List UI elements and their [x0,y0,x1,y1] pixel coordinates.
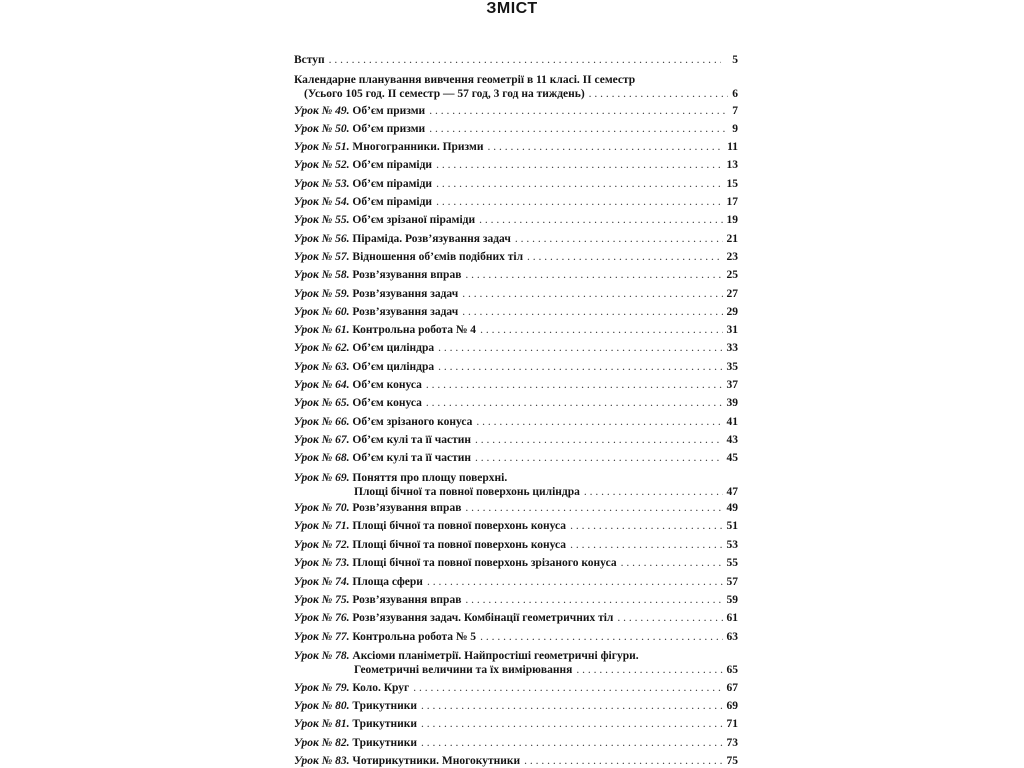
toc-entry[interactable] [294,717,738,731]
dot-leader [438,360,722,374]
dot-leader [413,681,722,695]
lesson-number: Урок № 78. [294,650,353,662]
toc-entry-line [294,593,738,607]
page-number: 27 [726,288,738,300]
toc-entry-title: (Усього 105 год. ІІ семестр — 57 год, 3 год на тиждень) [304,88,585,100]
toc-entry[interactable] [294,287,738,301]
toc-entry-title: Відношення об’ємів подібних тіл [352,251,524,263]
lesson-number: Урок № 50. [294,123,353,135]
toc-entry-line [294,736,738,750]
toc-entry-title: Площі бічної та повної поверхонь конуса [352,520,567,532]
toc-entry[interactable] [294,575,738,589]
dot-leader [436,158,722,172]
toc-entry-line [294,538,738,552]
toc-entry[interactable] [294,556,738,570]
toc-entry-title: Об’єм зрізаного конуса [352,416,473,428]
toc-entry[interactable] [294,501,738,515]
toc-entry-line [294,378,738,392]
page-number: 63 [726,631,738,643]
dot-leader [421,717,722,731]
lesson-number: Урок № 68. [294,452,353,464]
toc-entry[interactable] [294,519,738,533]
toc-entry-line [294,195,738,209]
toc-entry[interactable] [294,341,738,355]
dot-leader [426,396,723,410]
lesson-number: Урок № 77. [294,631,353,643]
toc-entry[interactable] [294,73,738,101]
dot-leader [429,122,724,136]
lesson-number: Урок № 60. [294,306,353,318]
lesson-number: Урок № 73. [294,557,353,569]
toc-entry[interactable] [294,122,738,136]
page-number: 6 [732,88,738,100]
toc-entry-title: Коло. Круг [352,682,410,694]
lesson-number: Урок № 64. [294,379,353,391]
toc-entry-title: Об’єм конуса [352,397,422,409]
lesson-number: Урок № 63. [294,361,353,373]
lesson-number: Урок № 76. [294,612,353,624]
page-number: 43 [726,434,738,446]
lesson-number: Урок № 55. [294,214,353,226]
page-number: 71 [726,718,738,730]
lesson-number: Урок № 58. [294,269,353,281]
toc-entry-title: Розв’язування задач [352,306,459,318]
toc-entry-title: Піраміда. Розв’язування задач [352,233,511,245]
page-number: 45 [726,452,738,464]
toc-entry-title: Площа сфери [352,576,423,588]
page-number: 39 [726,397,738,409]
dot-leader [480,630,722,644]
toc-entry-title: Об’єм призми [352,123,426,135]
toc-entry-title: Чотирикутники. Многокутники [352,755,521,767]
page-number: 57 [726,576,738,588]
dot-leader [621,556,723,570]
page-number: 11 [727,141,738,153]
lesson-number: Урок № 70. [294,502,353,514]
page-number: 21 [726,233,738,245]
table-of-contents [294,0,738,768]
toc-entry[interactable] [294,323,738,337]
lesson-number: Урок № 71. [294,520,353,532]
toc-entry-line [294,485,738,499]
page-number: 25 [726,269,738,281]
page-number: 41 [726,416,738,428]
dot-leader [570,538,722,552]
dot-leader [570,519,722,533]
page-number: 53 [726,539,738,551]
toc-entry-title: Розв’язування вправ [352,269,462,281]
toc-entry-line [294,681,738,695]
dot-leader [487,140,723,154]
dot-leader [438,341,722,355]
toc-entry-line [294,287,738,301]
page-number: 61 [726,612,738,624]
lesson-number: Урок № 56. [294,233,353,245]
toc-entry-title: Трикутники [352,737,418,749]
toc-entry-title: Об’єм піраміди [352,196,433,208]
page-title: ЗМІСТ [486,0,538,17]
page-number: 69 [726,700,738,712]
page-number: 65 [726,664,738,676]
toc-entry-line [294,415,738,429]
page-number: 5 [732,54,738,66]
toc-entry-line [294,663,738,677]
dot-leader [527,250,722,264]
toc-entry-title: Об’єм зрізаної піраміди [352,214,476,226]
lesson-number: Урок № 62. [294,342,353,354]
dot-leader [436,195,722,209]
lesson-number: Урок № 57. [294,251,353,263]
lesson-number: Урок № 53. [294,178,353,190]
page-number: 75 [726,755,738,767]
toc-entry-line [294,717,738,731]
page-number: 67 [726,682,738,694]
toc-entry-title: Поняття про площу поверхні. [352,472,508,484]
toc-entry-title: Трикутники [352,700,418,712]
dot-leader [589,87,729,101]
toc-entry-line [294,177,738,191]
lesson-number: Урок № 83. [294,755,353,767]
dot-leader [479,213,722,227]
toc-entry-title: Об’єм конуса [352,379,422,391]
toc-entry-line [294,213,738,227]
toc-entry[interactable] [294,754,738,768]
toc-entry[interactable] [294,213,738,227]
dot-leader [426,378,723,392]
page-number: 51 [726,520,738,532]
dot-leader [462,287,722,301]
toc-entry-title: Вступ [294,54,325,66]
toc-entry-line [294,360,738,374]
toc-entry-title: Контрольна робота № 4 [352,324,477,336]
toc-entry[interactable] [294,538,738,552]
toc-entry-line [294,268,738,282]
lesson-number: Урок № 75. [294,594,353,606]
lesson-number: Урок № 65. [294,397,353,409]
dot-leader [427,575,723,589]
page-number: 59 [726,594,738,606]
toc-entry[interactable] [294,250,738,264]
toc-entry-line [294,556,738,570]
toc-entry[interactable] [294,415,738,429]
toc-entry-line [294,104,738,118]
toc-entry[interactable] [294,736,738,750]
toc-entry-title: Площі бічної та повної поверхонь зрізаного конуса [352,557,617,569]
page-number: 13 [726,159,738,171]
toc-entry-title: Об’єм кулі та її частин [352,434,471,446]
toc-entry-line [294,501,738,515]
lesson-number: Урок № 54. [294,196,353,208]
page-number: 47 [726,486,738,498]
lesson-number: Урок № 74. [294,576,353,588]
toc-entry-title: Геометричні величини та їх вимірювання [354,664,573,676]
page-number: 73 [726,737,738,749]
toc-entry-line [294,649,738,663]
toc-entry-title: Розв’язування задач. Комбінації геометричних тіл [352,612,614,624]
dot-leader [429,104,724,118]
toc-entry-title: Многогранники. Призми [352,141,484,153]
toc-entry-title: Об’єм піраміди [352,178,433,190]
toc-entry-title: Об’єм піраміди [352,159,433,171]
dot-leader [476,415,722,429]
page-number: 19 [726,214,738,226]
toc-entry[interactable] [294,158,738,172]
dot-leader [475,433,723,447]
page-number: 15 [726,178,738,190]
lesson-number: Урок № 61. [294,324,353,336]
toc-entry-title: Розв’язування вправ [352,502,462,514]
lesson-number: Урок № 69. [294,472,353,484]
dot-leader [576,663,722,677]
page-number: 35 [726,361,738,373]
page-number: 17 [726,196,738,208]
dot-leader [329,53,722,67]
toc-entry-line [294,575,738,589]
lesson-number: Урок № 72. [294,539,353,551]
page-number: 49 [726,502,738,514]
toc-entry[interactable] [294,268,738,282]
page-number: 9 [732,123,738,135]
toc-entry[interactable] [294,649,738,677]
dot-leader [465,501,722,515]
toc-entry-line [294,53,738,67]
dot-leader [584,485,723,499]
toc-entry-line [294,396,738,410]
toc-entry-line [294,754,738,768]
toc-entry-line [294,630,738,644]
toc-entry[interactable] [294,177,738,191]
toc-entry-title: Об’єм циліндра [352,361,435,373]
toc-entry[interactable] [294,305,738,319]
toc-entry-line [294,87,738,101]
toc-entry[interactable] [294,471,738,499]
dot-leader [524,754,722,768]
toc-entry[interactable] [294,396,738,410]
toc-entry-line [294,323,738,337]
page-number: 7 [732,105,738,117]
dot-leader [515,232,723,246]
toc-entry-line [294,451,738,465]
page-number: 33 [726,342,738,354]
toc-entry-title: Об’єм кулі та її частин [352,452,471,464]
toc-entry[interactable] [294,451,738,465]
lesson-number: Урок № 80. [294,700,353,712]
toc-entry[interactable] [294,681,738,695]
toc-entry-title: Площі бічної та повної поверхонь циліндра [354,486,580,498]
toc-entry[interactable] [294,53,738,67]
toc-entry[interactable] [294,699,738,713]
toc-entry[interactable] [294,611,738,625]
toc-entry[interactable] [294,195,738,209]
toc-entry-title: Трикутники [352,718,418,730]
toc-entry[interactable] [294,593,738,607]
page-number: 55 [726,557,738,569]
toc-entry-line [294,699,738,713]
dot-leader [465,268,722,282]
toc-entry-line [294,519,738,533]
page-number: 23 [726,251,738,263]
toc-entry-title: Об’єм циліндра [352,342,435,354]
toc-entry-line [294,433,738,447]
toc-entry-title: Об’єм призми [352,105,426,117]
toc-entry-title: Календарне планування вивчення геометрії в 11 класі. ІІ семестр [294,74,636,86]
toc-entry[interactable] [294,232,738,246]
lesson-number: Урок № 51. [294,141,353,153]
toc-entry-line [294,158,738,172]
dot-leader [475,451,723,465]
toc-entry[interactable] [294,104,738,118]
toc-entry-line [294,471,738,485]
toc-entry[interactable] [294,378,738,392]
toc-entry-title: Аксіоми планіметрії. Найпростіші геометричні фігури. [352,650,639,662]
lesson-number: Урок № 81. [294,718,353,730]
toc-entry-line [294,305,738,319]
lesson-number: Урок № 66. [294,416,353,428]
dot-leader [462,305,722,319]
toc-entry-title: Розв’язування задач [352,288,459,300]
toc-entry[interactable] [294,360,738,374]
toc-entry-title: Контрольна робота № 5 [352,631,477,643]
toc-entry-line [294,611,738,625]
lesson-number: Урок № 49. [294,105,353,117]
lesson-number: Урок № 82. [294,737,353,749]
page-number: 37 [726,379,738,391]
dot-leader [421,699,722,713]
dot-leader [436,177,722,191]
dot-leader [617,611,722,625]
lesson-number: Урок № 59. [294,288,353,300]
toc-entry-line [294,250,738,264]
page-number: 29 [726,306,738,318]
lesson-number: Урок № 67. [294,434,353,446]
toc-entry[interactable] [294,140,738,154]
toc-entry-title: Розв’язування вправ [352,594,462,606]
lesson-number: Урок № 52. [294,159,353,171]
toc-entry-line [294,232,738,246]
toc-entry[interactable] [294,630,738,644]
toc-entry-line [294,341,738,355]
lesson-number: Урок № 79. [294,682,353,694]
toc-entry-line [294,140,738,154]
toc-entry[interactable] [294,433,738,447]
toc-entry-line [294,122,738,136]
toc-entry-line [294,73,738,87]
dot-leader [480,323,722,337]
page-number: 31 [726,324,738,336]
dot-leader [465,593,722,607]
toc-entry-title: Площі бічної та повної поверхонь конуса [352,539,567,551]
dot-leader [421,736,722,750]
